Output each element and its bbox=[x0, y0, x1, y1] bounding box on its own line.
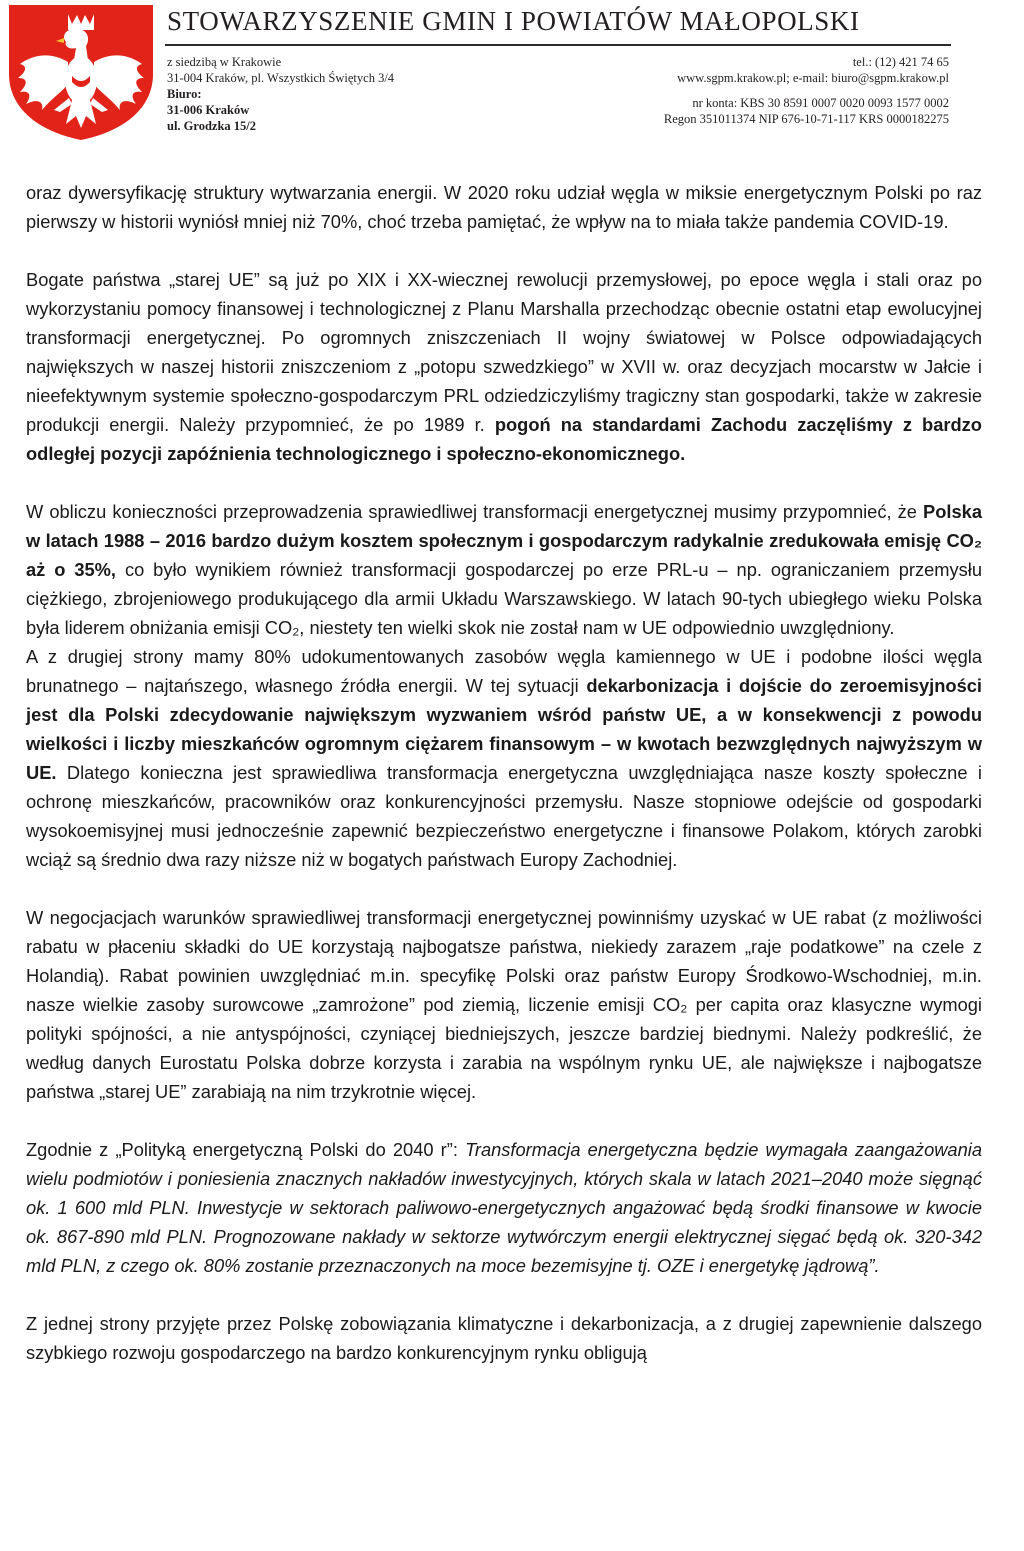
contact-block bbox=[664, 54, 949, 127]
address-block bbox=[167, 54, 394, 134]
phone-line: tel.: (12) 421 74 65 bbox=[852, 55, 949, 69]
office-city: 31-006 Kraków bbox=[167, 103, 250, 117]
document-body bbox=[26, 178, 982, 1367]
organization-title: STOWARZYSZENIE GMIN I POWIATÓW MAŁOPOLSKI bbox=[167, 6, 860, 36]
seat-line: z siedzibą w Krakowie bbox=[167, 55, 282, 69]
paragraph-1: oraz dywersyfikację struktury wytwarzania energii. W 2020 roku udział węgla w miksie energetycznym Polski po raz pierwszy w historii wyniósł mniej niż 70%, choć trzeba pamiętać, że wpływ na to miała także pandemia COVID-19. bbox=[26, 182, 982, 232]
bank-account-line: nr konta: KBS 30 8591 0007 0020 0093 1577 0002 bbox=[692, 96, 949, 110]
emphasis: pogoń na standardami Zachodu zaczęliśmy z bardzo odległej pozycji zapóźnienia technologicznego i społeczno-ekonomicznego. bbox=[26, 414, 982, 464]
paragraph-6: Zgodnie z „Polityką energetyczną Polski do 2040 r”: Transformacja energetyczna będzie wymagała zaangażowania wielu podmiotów i poniesienia znacznych nakładów inwestycyjnych, których skala w latach 2021–2040 może sięgnąć ok. 1 600 mld PLN. Inwestycje w sektorach paliwowo-energetycznych angażować będą środki finansowe w kwocie ok. 867-890 mld PLN. Prognozowane nakłady w sektorze wytwórczym energii elektrycznej sięgać będą ok. 320-342 mld PLN, z czego ok. 80% zostanie przeznaczonych na moce bezemisyjne tj. OZE i energetykę jądrową”. bbox=[26, 1139, 982, 1276]
letterhead bbox=[0, 0, 1024, 150]
paragraph-2: Bogate państwa „starej UE” są już po XIX i XX-wiecznej rewolucji przemysłowej, po epoce węgla i stali oraz po wykorzystaniu pomocy finansowej i technologicznej z Planu Marshalla przechodząc obecnie ostatni etap ewolucyjnej transformacji energetycznej. Po ogromnych zniszczeniach II wojny światowej w Polsce odpowiadających największych w naszej historii zniszczeniom z „potopu szwedzkiego” w XVII w. oraz decyzjach mocarstw w Jałcie i nieefektywnym systemie społeczno-gospodarczym PRL odziedziczyliśmy tragiczny stan gospodarki, także w zakresie produkcji energii. Należy przypomnieć, że po 1989 r. pogoń na standardami Zachodu zaczęliśmy z bardzo odległej pozycji zapóźnienia technologicznego i społeczno-ekonomicznego. bbox=[26, 269, 982, 464]
web-email-line: www.sgpm.krakow.pl; e-mail: biuro@sgpm.krakow.pl bbox=[677, 71, 949, 85]
registry-line: Regon 351011374 NIP 676-10-71-117 KRS 0000182275 bbox=[663, 112, 949, 126]
paragraph-3: W obliczu konieczności przeprowadzenia sprawiedliwej transformacji energetycznej musimy przypomnieć, że Polska w latach 1988 – 2016 bardzo dużym kosztem społecznym i gospodarczym radykalnie zredukowała emisję CO₂ aż o 35%, co było wynikiem również transformacji gospodarczej po erze PRL-u – np. ograniczaniem przemysłu ciężkiego, zbrojeniowego produkującego dla armii Układu Warszawskiego. W latach 90-tych ubiegłego wieku Polska była liderem obniżania emisji CO₂, niestety ten wielki skok nie został nam w UE odpowiednio uwzględniony. bbox=[26, 501, 982, 638]
paragraph-7: Z jednej strony przyjęte przez Polskę zobowiązania klimatyczne i dekarbonizacja, a z drugiej zapewnienie dalszego szybkiego rozwoju gospodarczego na bardzo konkurencyjnym rynku obligują bbox=[26, 1313, 982, 1363]
office-label: Biuro: bbox=[167, 87, 202, 101]
office-street: ul. Grodzka 15/2 bbox=[167, 119, 257, 133]
emphasis: dekarbonizacja i dojście do zeroemisyjności jest dla Polski zdecydowanie największym wyzwaniem wśród państw UE, a w konsekwencji z powodu wielkości i liczby mieszkańców ogromnym ciężarem finansowym – w kwotach bezwzględnych najwyższym w UE. bbox=[26, 675, 982, 783]
seat-address-line: 31-004 Kraków, pl. Wszystkich Świętych 3/4 bbox=[167, 71, 395, 85]
paragraph-4: A z drugiej strony mamy 80% udokumentowanych zasobów węgla kamiennego w UE i podobne ilości węgla brunatnego – najtańszego, własnego źródła energii. W tej sytuacji dekarbonizacja i dojście do zeroemisyjności jest dla Polski zdecydowanie największym wyzwaniem wśród państw UE, a w konsekwencji z powodu wielkości i liczby mieszkańców ogromnym ciężarem finansowym – w kwotach bezwzględnych najwyższym w UE. Dlatego konieczna jest sprawiedliwa transformacja energetyczna uwzględniająca nasze koszty społeczne i ochronę mieszkańców, pracowników oraz konkurencyjności przemysłu. Nasze stopniowe odejście od gospodarki wysokoemisyjnej musi jednocześnie zapewnić bezpieczeństwo energetyczne i finansowe Polakom, których zarobki wciąż są średnio dwa razy niższe niż w bogatych państwach Europy Zachodniej. bbox=[26, 646, 982, 870]
header-rule bbox=[165, 44, 951, 46]
paragraph-5: W negocjacjach warunków sprawiedliwej transformacji energetycznej powinniśmy uzyskać w UE rabat (z możliwości rabatu w płaceniu składki do UE korzystają najbogatsze państwa, niekiedy zarazem „raje podatkowe” na czele z Holandią). Rabat powinien uwzględniać m.in. specyfikę Polski oraz państw Europy Środkowo-Wschodniej, m.in. nasze wielkie zasoby surowcowe „zamrożone” pod ziemią, liczenie emisji CO₂ per capita oraz klasyczne wymogi polityki spójności, a nie antyspójności, czyniącej biedniejszych, jeszcze bardziej biednymi. Należy podkreślić, że według danych Eurostatu Polska dobrze korzysta i zarabia na wspólnym rynku UE, ale największe i najbogatsze państwa „starej UE” zarabiają na nim trzykrotnie więcej. bbox=[26, 907, 982, 1102]
quotation: Transformacja energetyczna będzie wymagała zaangażowania wielu podmiotów i poniesienia znacznych nakładów inwestycyjnych, których skala w latach 2021–2040 może sięgnąć ok. 1 600 mld PLN. Inwestycje w sektorach paliwowo-energetycznych angażować będą środki finansowe w kwocie ok. 867-890 mld PLN. Prognozowane nakłady w sektorze wytwórczym energii elektrycznej sięgać będą ok. 320-342 mld PLN, z czego ok. 80% zostanie przeznaczonych na moce bezemisyjne tj. OZE i energetykę jądrową”. bbox=[26, 1139, 982, 1276]
eagle-crest-logo bbox=[6, 2, 156, 142]
emphasis: Polska w latach 1988 – 2016 bardzo dużym kosztem społecznym i gospodarczym radykalnie zredukowała emisję CO₂ aż o 35%, bbox=[26, 501, 982, 580]
